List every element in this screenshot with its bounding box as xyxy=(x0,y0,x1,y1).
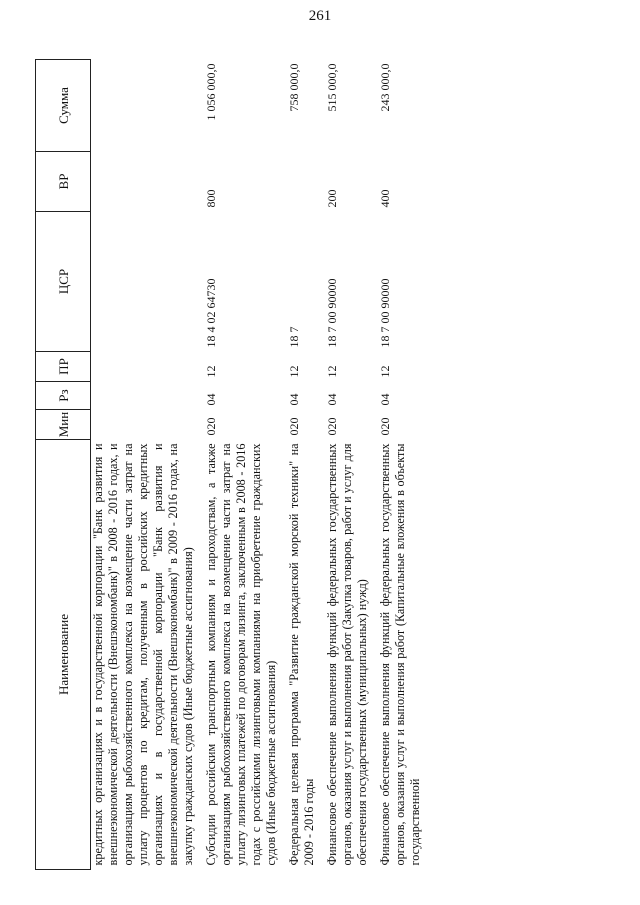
row-min xyxy=(91,410,205,440)
row-pr: 12 xyxy=(287,365,301,378)
row-pr: 12 xyxy=(204,365,218,378)
header-vr: ВР xyxy=(36,152,91,212)
row-pr xyxy=(91,352,205,382)
table-row xyxy=(287,60,325,870)
row-name: Субсидии российским транспортным компаниям и пароходствам, а также организациям рыбохозяйственного комплекса на возмещение части затрат на уплату лизинговых платежей по договорам лизинга, заключенным в 2008 - 2016 годах с российскими лизинговыми компаниями на приобретение гражданских судов (Иные бюджетные ассигнования) xyxy=(204,443,278,866)
row-name: Финансовое обеспечение выполнения функций федеральных государственных органов, оказания услуг и выполнения работ (Закупка товаров, работ и услуг для обеспечения государственных (муниципальных) нужд) xyxy=(325,443,369,866)
row-vr: 400 xyxy=(378,189,392,208)
table-row xyxy=(378,60,431,870)
row-rz: 04 xyxy=(325,393,339,406)
table-header-row xyxy=(36,60,91,870)
budget-table xyxy=(35,59,431,870)
header-pr: ПР xyxy=(36,352,91,382)
row-min: 020 xyxy=(378,417,392,436)
row-csr: 18 7 00 90000 xyxy=(325,278,339,348)
row-rz: 04 xyxy=(378,393,392,406)
row-csr xyxy=(91,212,205,352)
row-vr: 200 xyxy=(325,189,339,208)
row-csr: 18 4 02 64730 xyxy=(204,278,218,348)
row-name: Федеральная целевая программа "Развитие гражданской морской техники" на 2009 - 2016 годы xyxy=(287,443,316,866)
row-vr: 800 xyxy=(204,189,218,208)
table-row xyxy=(204,60,287,870)
row-min: 020 xyxy=(204,417,218,436)
row-min: 020 xyxy=(287,417,301,436)
row-rz: 04 xyxy=(287,393,301,406)
page-number: 261 xyxy=(308,8,332,24)
row-pr: 12 xyxy=(378,365,392,378)
header-rz: Рз xyxy=(36,382,91,410)
row-csr: 18 7 00 90000 xyxy=(378,278,392,348)
header-sum: Сумма xyxy=(36,60,91,152)
row-rz: 04 xyxy=(204,393,218,406)
row-pr: 12 xyxy=(325,365,339,378)
table-row xyxy=(91,60,205,870)
row-csr: 18 7 xyxy=(287,326,301,348)
row-min: 020 xyxy=(325,417,339,436)
row-sum: 758 000,0 xyxy=(287,63,301,112)
header-min: Мин xyxy=(36,410,91,440)
row-name: кредитных организациях и в государственной корпорации "Банк развития и внешнеэкономической деятельности (Внешэкономбанк)" в 2008 - 2016 годах, и организациям рыбохозяйственного комплекса на возмещение части затрат на уплату процентов по кредитам, полученным в российских кредитных организациях и в государственной корпорации "Банк развития и внешнеэкономической деятельности (Внешэкономбанк)" в 2009 - 2016 годах, на закупку гражданских судов (Иные бюджетные ассигнования) xyxy=(91,443,195,866)
header-csr: ЦСР xyxy=(36,212,91,352)
row-rz xyxy=(91,382,205,410)
header-name: Наименование xyxy=(36,440,91,870)
row-sum xyxy=(91,60,205,152)
row-vr xyxy=(287,152,325,212)
table-row xyxy=(325,60,378,870)
row-name: Финансовое обеспечение выполнения функций федеральных государственных органов, оказания услуг и выполнения работ (Капитальные вложения в объекты государственной xyxy=(378,443,422,866)
row-sum: 515 000,0 xyxy=(325,63,339,112)
row-sum: 243 000,0 xyxy=(378,63,392,112)
rotated-table-area xyxy=(35,50,605,870)
row-vr xyxy=(91,152,205,212)
row-sum: 1 056 000,0 xyxy=(204,63,218,121)
